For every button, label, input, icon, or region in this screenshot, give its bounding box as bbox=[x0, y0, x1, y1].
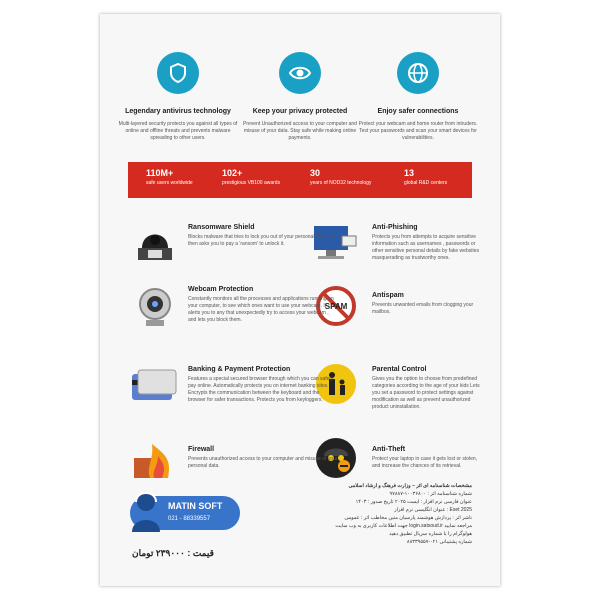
price-label: قیمت : ۲۳۹۰۰۰ تومان bbox=[132, 548, 214, 558]
feature-title: Anti-Phishing bbox=[372, 224, 418, 231]
fa-line: شماره شناسنامه اثر : ۱۰۰۳۶۸۰۰-۹۷۸۸۷ bbox=[389, 491, 472, 497]
credit-card-icon bbox=[130, 366, 176, 406]
top-feature-text: Prevent Unauthorized access to your computer and misuse of your data. Stay safe while making online payments. bbox=[243, 121, 357, 141]
fa-line: هولوگرام را با شماره سریال تطبیق دهید bbox=[389, 531, 472, 537]
feature-title: Ransomware Shield bbox=[188, 224, 255, 231]
feature-title: Banking & Payment Protection bbox=[188, 366, 291, 373]
stat-number: 110M+ bbox=[146, 168, 174, 178]
top-feature-title: Keep your privacy protected bbox=[252, 108, 348, 115]
top-feature-text: Protect your webcam and home router from intruders. Test your passwords and scan your smart devices for vulnerabilities. bbox=[358, 121, 478, 141]
stat-number: 30 bbox=[310, 168, 321, 178]
brand-phone: 021 - 88339557 bbox=[168, 516, 211, 522]
stat-awards bbox=[222, 168, 280, 186]
fa-line: شماره پشتیبانی ۰۲۱-۸۸۳۳۹۵۵۷ bbox=[406, 539, 472, 545]
feature-firewall bbox=[188, 446, 338, 470]
feature-title: Antispam bbox=[372, 292, 404, 299]
bottom-info bbox=[128, 478, 472, 574]
feature-text: Constantly monitors all the processes and applications running on your computer, to see which ones want to use your webcam. It alerts you to any that unexpectedly try to access your webcam , and lets you block them. bbox=[188, 296, 334, 323]
stat-centers bbox=[404, 168, 447, 186]
stat-label: global R&D centers bbox=[404, 180, 448, 186]
brand-name: MATIN SOFT bbox=[168, 501, 223, 511]
firewall-icon bbox=[132, 440, 178, 480]
stats-band bbox=[128, 162, 472, 198]
feature-webcam bbox=[188, 286, 338, 324]
feature-antispam bbox=[372, 292, 482, 316]
top-feature-connections bbox=[358, 52, 478, 142]
stat-number: 102+ bbox=[222, 168, 243, 178]
top-feature-privacy bbox=[240, 52, 360, 142]
hacker-icon bbox=[132, 222, 178, 262]
feature-anti-theft bbox=[372, 446, 482, 470]
shield-icon bbox=[157, 52, 199, 94]
feature-text: Prevents unwanted emails from clogging your mailbox. bbox=[372, 302, 474, 315]
fa-line: جهت اطلاعات کاربری به وب سایت login.satsoud.ir مراجعه نمایید bbox=[335, 523, 472, 529]
fa-line: عنوان انگلیسی نرم افزار : Eset 2025 bbox=[394, 507, 472, 513]
feature-parental-control bbox=[372, 366, 482, 411]
feature-text: Prevents unauthorized access to your computer and misuse of your personal data. bbox=[188, 456, 338, 469]
spam-label: SPAM bbox=[324, 302, 348, 311]
stat-label: prestigious VB100 awards bbox=[222, 180, 281, 186]
stat-label: safe users worldwide bbox=[146, 180, 193, 186]
stat-label: years of NOD32 technology bbox=[310, 180, 372, 186]
feature-anti-phishing bbox=[372, 224, 482, 262]
feature-title: Anti-Theft bbox=[372, 446, 406, 453]
top-feature-title: Legendary antivirus technology bbox=[125, 108, 231, 115]
feature-title: Parental Control bbox=[372, 366, 427, 373]
stat-number: 13 bbox=[404, 168, 415, 178]
globe-icon bbox=[397, 52, 439, 94]
fa-line: ناشر اثر : پردازش هوشمند پارسیان متین مخاطب اثر : عمومی bbox=[344, 515, 472, 521]
eye-icon bbox=[279, 52, 321, 94]
fa-info-block bbox=[252, 482, 472, 546]
webcam-icon bbox=[132, 284, 178, 324]
feature-text: Blocks malware that tries to lock you out of your personal data and then asks you to pay a 'ransom' to unlock it. bbox=[188, 234, 336, 247]
feature-banking bbox=[188, 366, 338, 404]
top-feature-text: Multi-layered security protects you against all types of online and offline threats and prevents malware spreading to other users. bbox=[118, 121, 238, 141]
matin-soft-logo bbox=[130, 496, 240, 530]
feature-text: Protect your laptop in case it gets lost or stolen, and increase the chances of its retrieval. bbox=[372, 456, 478, 469]
fa-line: عنوان فارسی نرم افزار : ایست ۲۰۲۵ تاریخ صدور : ۱۴۰۳ bbox=[355, 499, 472, 505]
feature-text: Protects you from attempts to acquire sensitive information such as usernames , passwords or other sensitive personal details by fake websites masquerading as trustworthy ones. bbox=[372, 234, 480, 261]
feature-title: Firewall bbox=[188, 446, 215, 453]
feature-text: Gives you the option to choose from predefined categories according to the age of your kids Lets you set a password to protect settings against modification as well as prevent unauthorized product uninstallation. bbox=[372, 376, 480, 410]
feature-ransomware bbox=[188, 224, 338, 248]
stat-users bbox=[146, 168, 193, 186]
support-agent-icon bbox=[128, 488, 164, 532]
fa-line: مشخصات شناسنامه ای اثر – وزارت فرهنگ و ارشاد اسلامی bbox=[348, 483, 472, 489]
feature-text: Features a special secured browser through which you can safely pay online. Automatically protects you on internet banking sites. Encrypts the communication between the keyboard and the browser for safer transactions. Protects you from keyloggers. bbox=[188, 376, 334, 403]
top-feature-title: Enjoy safer connections bbox=[377, 108, 459, 115]
stat-years bbox=[310, 168, 371, 186]
feature-title: Webcam Protection bbox=[188, 286, 254, 293]
top-feature-antivirus bbox=[118, 52, 238, 142]
